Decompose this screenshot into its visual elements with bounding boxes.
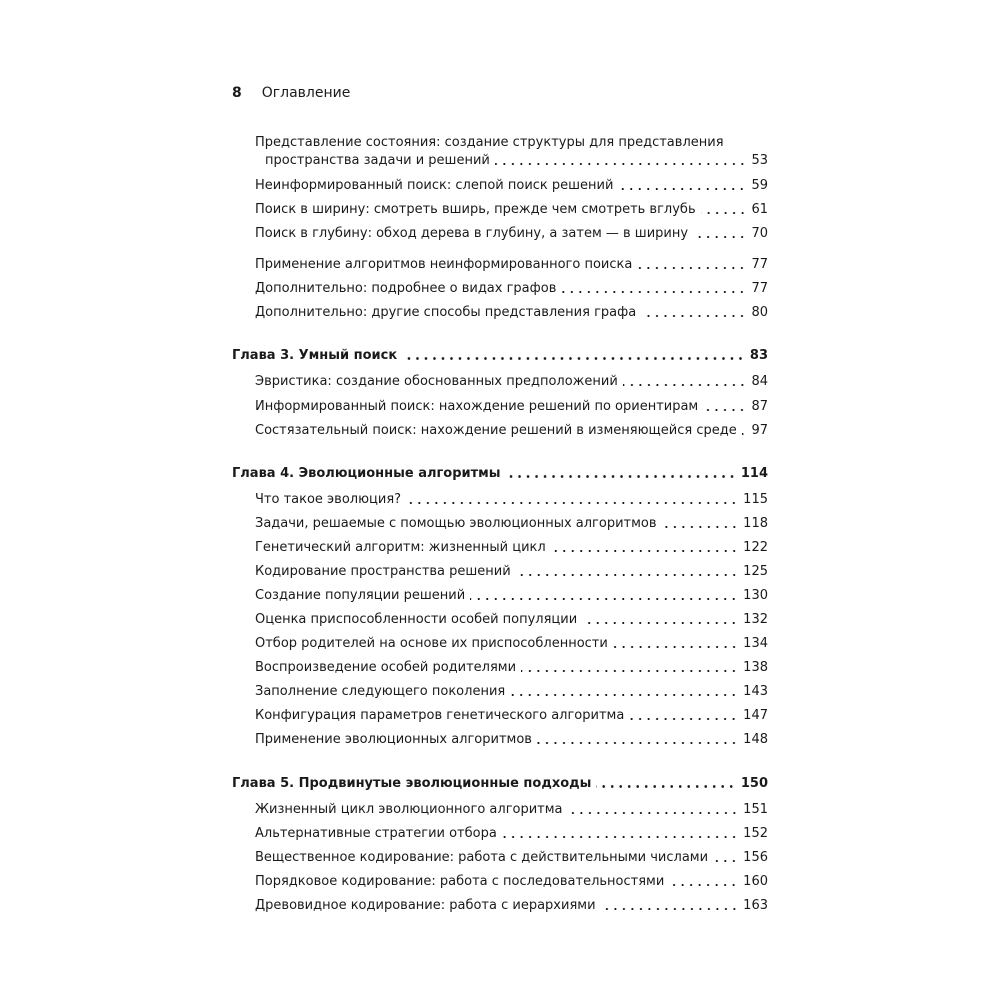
toc-chapter-title: Глава 5. Продвинутые эволюционные подходы — [232, 776, 592, 791]
toc-entry-page: 115 — [743, 492, 768, 507]
dot-leader — [701, 212, 747, 214]
toc-entry-title: Жизненный цикл эволюционного алгоритма — [255, 802, 563, 817]
toc-entry-page: 132 — [743, 612, 768, 627]
dot-leader — [510, 694, 738, 696]
page-number: 8 — [232, 85, 242, 101]
toc-entry-page: 97 — [751, 423, 768, 438]
dot-leader — [618, 188, 746, 190]
toc-entry[interactable] — [255, 873, 768, 891]
toc-entry-title: Задачи, решаемые с помощью эволюционных алгоритмов — [255, 516, 657, 531]
toc-entry[interactable] — [255, 134, 768, 170]
toc-entry[interactable] — [255, 539, 768, 557]
dot-leader — [561, 291, 746, 293]
toc-entry[interactable] — [255, 611, 768, 629]
dot-leader — [551, 550, 738, 552]
dot-leader — [623, 384, 747, 386]
toc-chapter-page: 150 — [740, 776, 768, 791]
running-title: Оглавление — [261, 85, 351, 101]
toc-entry[interactable] — [255, 683, 768, 701]
toc-entry-page: 59 — [751, 178, 768, 193]
toc-entry[interactable] — [255, 422, 768, 440]
dot-leader — [406, 502, 738, 504]
toc-entry[interactable] — [255, 398, 768, 416]
toc-entry-title: Генетический алгоритм: жизненный цикл — [255, 540, 546, 555]
toc-entry-title: пространства задачи и решений — [265, 153, 490, 168]
dot-leader — [669, 884, 738, 886]
dot-leader — [662, 526, 739, 528]
toc-entry-title: Отбор родителей на основе их приспособленности — [255, 636, 608, 651]
toc-chapter-title: Глава 4. Эволюционные алгоритмы — [232, 466, 501, 481]
toc-entry[interactable] — [255, 225, 768, 243]
dot-leader — [693, 236, 746, 238]
toc-entry-title: Поиск в глубину: обход дерева в глубину, а затем — в ширину — [255, 226, 689, 241]
toc-entry-title: Воспроизведение особей родителями — [255, 660, 517, 675]
toc-entry-title: Конфигурация параметров генетического алгоритма — [255, 708, 625, 723]
toc-entry-page: 163 — [743, 898, 768, 913]
toc-entry[interactable] — [255, 825, 768, 843]
toc-entry-page: 87 — [751, 399, 768, 414]
toc-entry[interactable] — [255, 201, 768, 219]
running-head — [232, 84, 350, 102]
toc-entry-page: 147 — [743, 708, 768, 723]
dot-leader — [516, 574, 738, 576]
dot-leader — [742, 433, 747, 435]
toc-entry-title: Создание популяции решений — [255, 588, 466, 603]
toc-entry-title: Что такое эволюция? — [255, 492, 402, 507]
dot-leader — [637, 267, 746, 269]
toc-entry[interactable] — [255, 491, 768, 509]
toc-entry-page: 80 — [751, 305, 768, 320]
toc-entry-title: Поиск в ширину: смотреть вширь, прежде чем смотреть вглубь — [255, 202, 696, 217]
toc-entry[interactable] — [255, 177, 768, 195]
toc-entry[interactable] — [255, 304, 768, 322]
toc-entry-page: 134 — [743, 636, 768, 651]
toc-chapter-page: 83 — [749, 348, 768, 363]
toc-entry-page: 77 — [751, 281, 768, 296]
toc-entry-page: 122 — [743, 540, 768, 555]
dot-leader — [713, 860, 738, 862]
dot-leader — [568, 812, 739, 814]
toc-entry[interactable] — [255, 280, 768, 298]
toc-entry[interactable] — [255, 635, 768, 653]
dot-leader — [582, 622, 738, 624]
toc-entry[interactable] — [255, 897, 768, 915]
dot-leader — [537, 742, 738, 744]
toc-entry-page: 148 — [743, 732, 768, 747]
toc-entry-title: Применение эволюционных алгоритмов — [255, 732, 532, 747]
toc-entry-title: Эвристика: создание обоснованных предположений — [255, 374, 618, 389]
toc-chapter[interactable] — [232, 465, 768, 483]
toc-entry-title: Древовидное кодирование: работа с иерархиями — [255, 898, 596, 913]
toc-entry-page: 53 — [751, 153, 768, 168]
dot-leader — [601, 908, 739, 910]
toc-entry-page: 143 — [743, 684, 768, 699]
dot-leader — [629, 718, 738, 720]
toc-entry-page: 130 — [743, 588, 768, 603]
dot-leader — [495, 163, 747, 165]
toc-entry[interactable] — [255, 563, 768, 581]
toc-entry-title: Дополнительно: другие способы представления графа — [255, 305, 637, 320]
toc-entry[interactable] — [255, 801, 768, 819]
toc-entry[interactable] — [255, 587, 768, 605]
toc-entry[interactable] — [255, 256, 768, 274]
toc-chapter[interactable] — [232, 775, 768, 793]
toc-entry-title: Дополнительно: подробнее о видах графов — [255, 281, 557, 296]
toc-entry-title: Вещественное кодирование: работа с действительными числами — [255, 850, 709, 865]
toc-entry-page: 151 — [743, 802, 768, 817]
toc-entry-page: 61 — [751, 202, 768, 217]
dot-leader — [703, 409, 746, 411]
toc-entry-title: Кодирование пространства решений — [255, 564, 511, 579]
toc-entry-title: Состязательный поиск: нахождение решений в изменяющейся среде — [255, 423, 737, 438]
toc-entry-title: Порядковое кодирование: работа с последовательностями — [255, 874, 665, 889]
toc-entry-page: 160 — [743, 874, 768, 889]
toc-entry-title: Альтернативные стратегии отбора — [255, 826, 497, 841]
toc-entry[interactable] — [255, 515, 768, 533]
toc-entry[interactable] — [255, 659, 768, 677]
toc-entry-title: Заполнение следующего поколения — [255, 684, 506, 699]
dot-leader — [641, 315, 746, 317]
toc-chapter-title: Глава 3. Умный поиск — [232, 348, 398, 363]
toc-entry-page: 156 — [743, 850, 768, 865]
toc-entry-page: 152 — [743, 826, 768, 841]
toc-entry-title: Применение алгоритмов неинформированного поиска — [255, 257, 633, 272]
dot-leader — [402, 357, 745, 360]
dot-leader — [502, 836, 738, 838]
toc-entry-page: 138 — [743, 660, 768, 675]
toc-entry-title: Неинформированный поиск: слепой поиск решений — [255, 178, 614, 193]
toc-entry-page: 77 — [751, 257, 768, 272]
toc-entry[interactable] — [255, 849, 768, 867]
toc-entry-title: Информированный поиск: нахождение решений по ориентирам — [255, 399, 699, 414]
dot-leader — [596, 785, 735, 788]
dot-leader — [613, 646, 738, 648]
toc-entry-page: 125 — [743, 564, 768, 579]
toc-chapter[interactable] — [232, 347, 768, 365]
dot-leader — [470, 598, 738, 600]
dot-leader — [521, 670, 738, 672]
toc-entry-page: 118 — [743, 516, 768, 531]
toc-entry[interactable] — [255, 707, 768, 725]
toc-entry[interactable] — [255, 731, 768, 749]
toc-entry-title: Оценка приспособленности особей популяции — [255, 612, 578, 627]
toc-entry-title-line1: Представление состояния: создание структуры для представления — [255, 135, 724, 150]
toc-entry-page: 84 — [751, 374, 768, 389]
toc-entry-page: 70 — [751, 226, 768, 241]
toc-chapter-page: 114 — [740, 466, 768, 481]
toc-entry[interactable] — [255, 373, 768, 391]
dot-leader — [506, 475, 736, 478]
